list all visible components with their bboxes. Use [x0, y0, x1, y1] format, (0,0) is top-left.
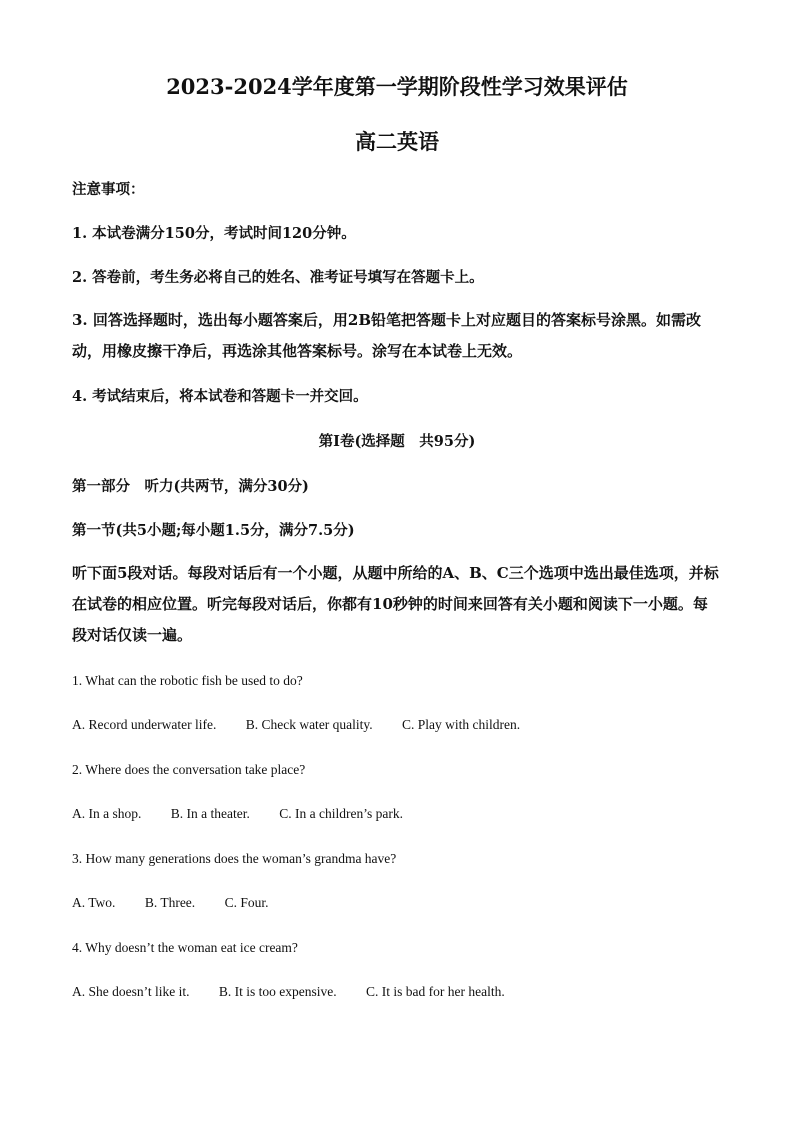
option-b: B. It is too expensive. [218, 984, 337, 999]
question-4-options [72, 984, 531, 1000]
option-a: A. Record underwater life. [72, 717, 217, 732]
subject-title: 高二英语 [355, 129, 439, 154]
question-4: 4. Why doesn’t the woman eat ice cream? [72, 940, 298, 955]
question-3: 3. How many generations does the woman’s grandma have? [72, 851, 397, 866]
part-heading: 第一部分 听力(共两节，满分30分) [72, 478, 309, 495]
option-b: B. Three. [144, 895, 196, 910]
option-c: C. It is bad for her health. [366, 984, 505, 999]
section-heading: 第一节(共5小题;每小题1.5分，满分7.5分) [72, 522, 355, 539]
option-c: C. Play with children. [402, 717, 521, 732]
volume-title: 第Ⅰ卷(选择题 共95分) [318, 433, 476, 450]
note-item-3: 3. 回答选择题时，选出每小题答案后，用2B铅笔把答题卡上对应题目的答案标号涂黑。如需改动，用橡皮擦干净后，再选涂其他答案标号。涂写在本试卷上无效。 [72, 311, 702, 360]
exam-title: 2023-2024学年度第一学期阶段性学习效果评估 [166, 74, 628, 99]
option-c: C. In a children’s park. [279, 806, 403, 821]
question-2-options [72, 806, 429, 822]
option-a: A. Two. [72, 895, 116, 910]
note-item-1: 1. 本试卷满分150分，考试时间120分钟。 [72, 225, 356, 242]
question-1-options [72, 717, 546, 733]
option-c: C. Four. [224, 895, 269, 910]
option-b: B. In a theater. [170, 806, 250, 821]
question-2: 2. Where does the conversation take place? [72, 762, 306, 777]
option-a: A. She doesn’t like it. [72, 984, 190, 999]
option-a: A. In a shop. [72, 806, 142, 821]
question-1: 1. What can the robotic fish be used to do? [72, 673, 303, 688]
option-b: B. Check water quality. [245, 717, 373, 732]
note-item-4: 4. 考试结束后，将本试卷和答题卡一并交回。 [72, 388, 368, 405]
question-3-options [72, 895, 294, 911]
notes-heading: 注意事项： [72, 181, 145, 198]
section-instructions: 听下面5段对话。每段对话后有一个小题，从题中所给的A、B、C三个选项中选出最佳选项，并标在试卷的相应位置。听完每段对话后，你都有10秒钟的时间来回答有关小题和阅读下一小题。每段对话仅读一遍。 [72, 564, 719, 644]
note-item-2: 2. 答卷前，考生务必将自己的姓名、准考证号填写在答题卡上。 [72, 269, 484, 286]
